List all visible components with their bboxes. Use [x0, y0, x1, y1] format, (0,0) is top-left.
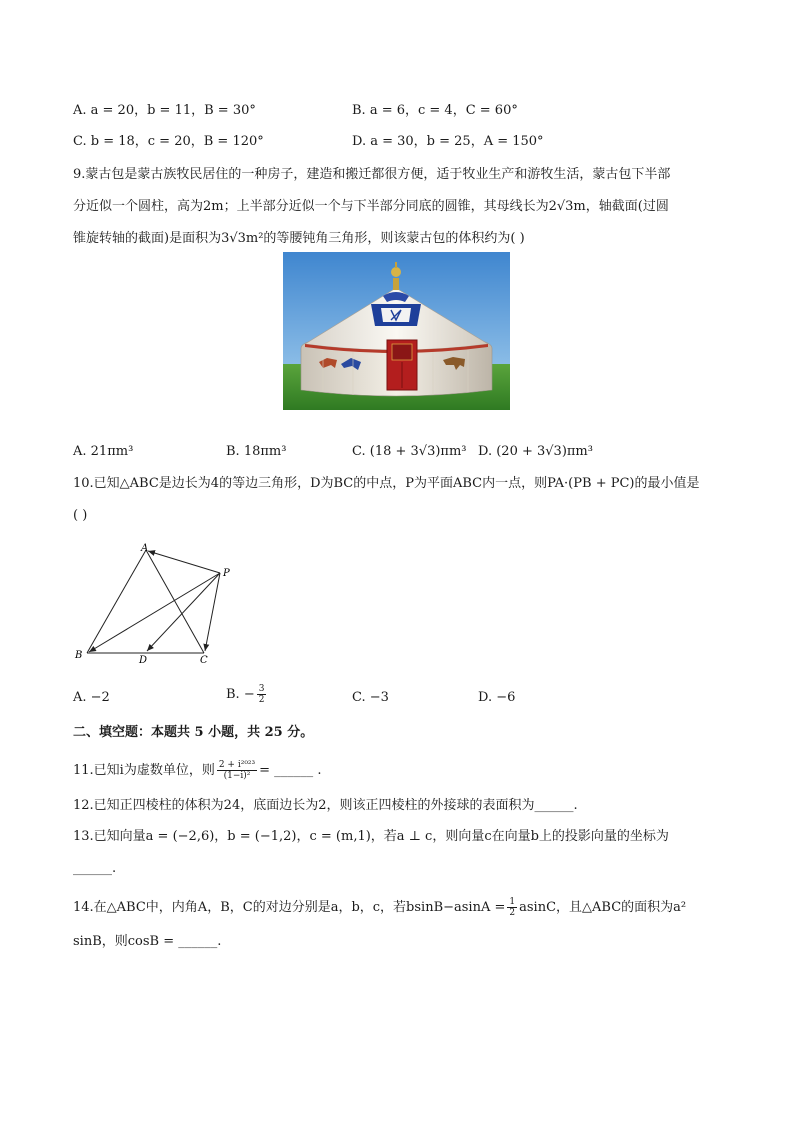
label-p: P — [223, 568, 230, 579]
label-b: B — [75, 650, 83, 661]
q13-line-1: 13.已知向量a = (−2,6)，b = (−1,2)，c = (m,1)，若a ⊥ c，则向量c在向量b上的投影向量的坐标为 — [73, 829, 669, 844]
vector-pb — [89, 573, 220, 652]
q9-line-3: 锥旋转轴的截面)是面积为3√3m²的等腰钝角三角形，则该蒙古包的体积约为( ) — [73, 231, 525, 246]
label-a: A — [141, 543, 149, 554]
q8-option-c: C. b = 18，c = 20，B = 120° — [73, 134, 264, 149]
fraction-denominator: 2 — [258, 695, 265, 705]
q10-option-b-prefix: B. − — [226, 687, 255, 702]
q14-half-fraction — [507, 897, 517, 918]
q11-fraction — [217, 760, 257, 781]
q9-option-a: A. 21πm³ — [73, 444, 134, 459]
fraction-denominator: 2 — [509, 908, 516, 918]
q14-line-2: sinB，则cosB = ______. — [73, 934, 222, 949]
q10-line-2: ( ) — [73, 508, 88, 523]
q10-option-b — [226, 684, 268, 705]
section-heading: 二、填空题：本题共 5 小题，共 25 分。 — [73, 725, 314, 740]
q10-option-c: C. −3 — [352, 690, 389, 705]
label-c: C — [200, 655, 208, 666]
vector-pd — [147, 573, 220, 651]
q13-line-2: ______. — [73, 861, 117, 876]
q9-option-d: D. (20 + 3√3)πm³ — [478, 444, 593, 459]
q14-line-1 — [73, 897, 686, 918]
triangle-figure — [70, 540, 240, 670]
yurt-photo — [283, 252, 510, 410]
fraction-numerator: 1 — [509, 897, 516, 907]
label-d: D — [139, 655, 148, 666]
q11-prefix: 11.已知i为虚数单位，则 — [73, 763, 215, 778]
q8-option-b: B. a = 6，c = 4，C = 60° — [352, 103, 518, 118]
q11-line — [73, 760, 321, 781]
q9-option-c: C. (18 + 3√3)πm³ — [352, 444, 467, 459]
q9-option-b: B. 18πm³ — [226, 444, 287, 459]
fraction-denominator: (1−i)² — [223, 771, 251, 781]
q12-line: 12.已知正四棱柱的体积为24，底面边长为2，则该正四棱柱的外接球的表面积为______. — [73, 798, 578, 813]
q14-prefix: 14.在△ABC中，内角A，B，C的对边分别是a，b，c，若bsinB−asinA = — [73, 900, 506, 915]
q11-suffix: = ______ . — [259, 763, 322, 778]
q9-line-2: 分近似一个圆柱，高为2m；上半部分近似一个与下半部分同底的圆锥，其母线长为2√3m，轴截面(过圆 — [73, 199, 669, 214]
q9-line-1: 9.蒙古包是蒙古族牧民居住的一种房子，建造和搬迁都很方便，适于牧业生产和游牧生活，蒙古包下半部 — [73, 167, 671, 182]
q10-line-1: 10.已知△ABC是边长为4的等边三角形，D为BC的中点，P为平面ABC内一点，则PA·(PB + PC)的最小值是 — [73, 476, 700, 491]
fraction-numerator: 2 + i²⁰²³ — [218, 760, 256, 770]
vector-pa — [148, 551, 220, 573]
q10-option-a: A. −2 — [73, 690, 110, 705]
vector-pc — [205, 573, 220, 651]
q10-option-d: D. −6 — [478, 690, 516, 705]
q10-option-b-fraction — [257, 684, 267, 705]
q14-suffix: asinC，且△ABC的面积为a² — [519, 900, 687, 915]
q8-option-d: D. a = 30，b = 25，A = 150° — [352, 134, 544, 149]
q8-option-a: A. a = 20，b = 11，B = 30° — [73, 103, 256, 118]
fraction-numerator: 3 — [258, 684, 265, 694]
edge-ab — [87, 550, 146, 653]
